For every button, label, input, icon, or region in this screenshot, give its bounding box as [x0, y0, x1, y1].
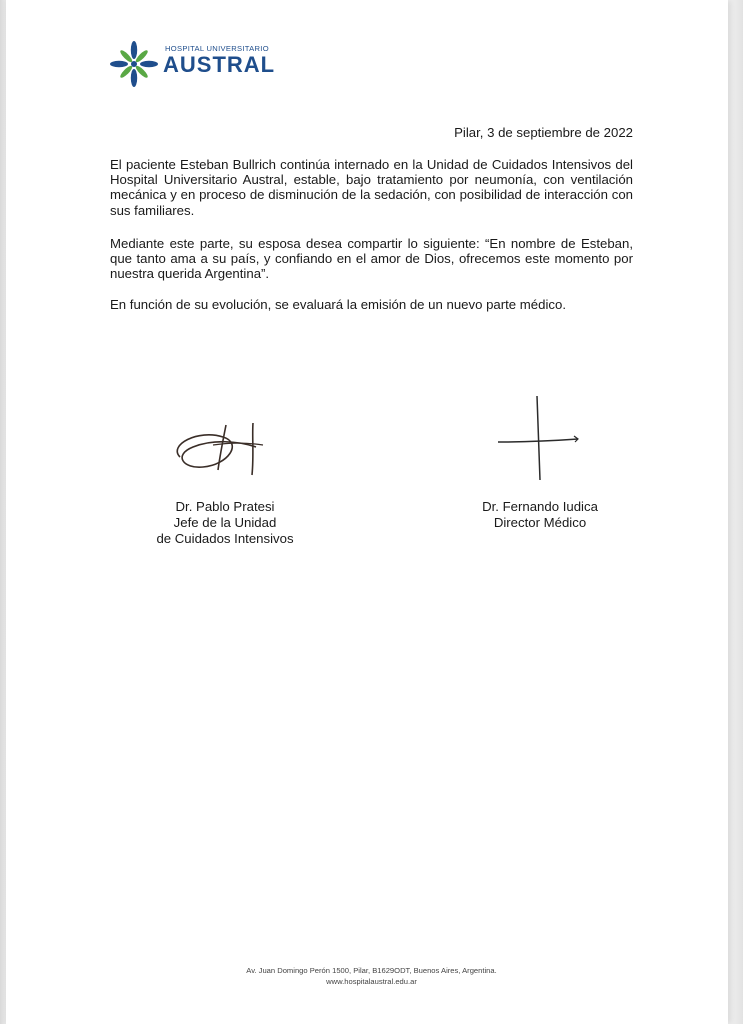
- paragraph-family-message: Mediante este parte, su esposa desea compartir lo siguiente: “En nombre de Esteban, que tanto ama a su país, y confiando en el amor de Dios, ofrecemos este momento por nuestra querida Argentina”.: [110, 236, 633, 282]
- logo-subtitle: HOSPITAL UNIVERSITARIO: [165, 44, 269, 53]
- footer-website: www.hospitalaustral.edu.ar: [326, 976, 417, 986]
- signatory-title: Jefe de la Unidad: [173, 515, 277, 530]
- signature-iudica: [490, 388, 590, 488]
- signature-pratesi: [168, 415, 278, 480]
- signatory-pratesi: [150, 499, 300, 547]
- logo-title: AUSTRAL: [163, 52, 276, 77]
- signatory-name: Dr. Fernando Iudica: [482, 499, 598, 514]
- signatory-name: Dr. Pablo Pratesi: [175, 499, 275, 514]
- letter-footer: [0, 966, 743, 987]
- letter-page: [6, 0, 728, 1024]
- signatory-title: Director Médico: [493, 515, 587, 530]
- paragraph-status: El paciente Esteban Bullrich continúa internado en la Unidad de Cuidados Intensivos del Hospital Universitario Austral, estable, bajo tratamiento por neumonía, con ventilación mecánica y en proceso de disminución de la sedación, con posibilidad de interacción con sus familiares.: [110, 157, 633, 218]
- signatory-iudica: [470, 499, 610, 531]
- flower-logo-icon: [107, 38, 163, 90]
- signatory-title: de Cuidados Intensivos: [156, 531, 294, 546]
- paragraph-next-report: En función de su evolución, se evaluará la emisión de un nuevo parte médico.: [110, 297, 566, 312]
- hospital-logo: [107, 38, 282, 90]
- letter-date: Pilar, 3 de septiembre de 2022: [454, 125, 633, 140]
- footer-address: Av. Juan Domingo Perón 1500, Pilar, B1629ODT, Buenos Aires, Argentina.: [246, 966, 497, 975]
